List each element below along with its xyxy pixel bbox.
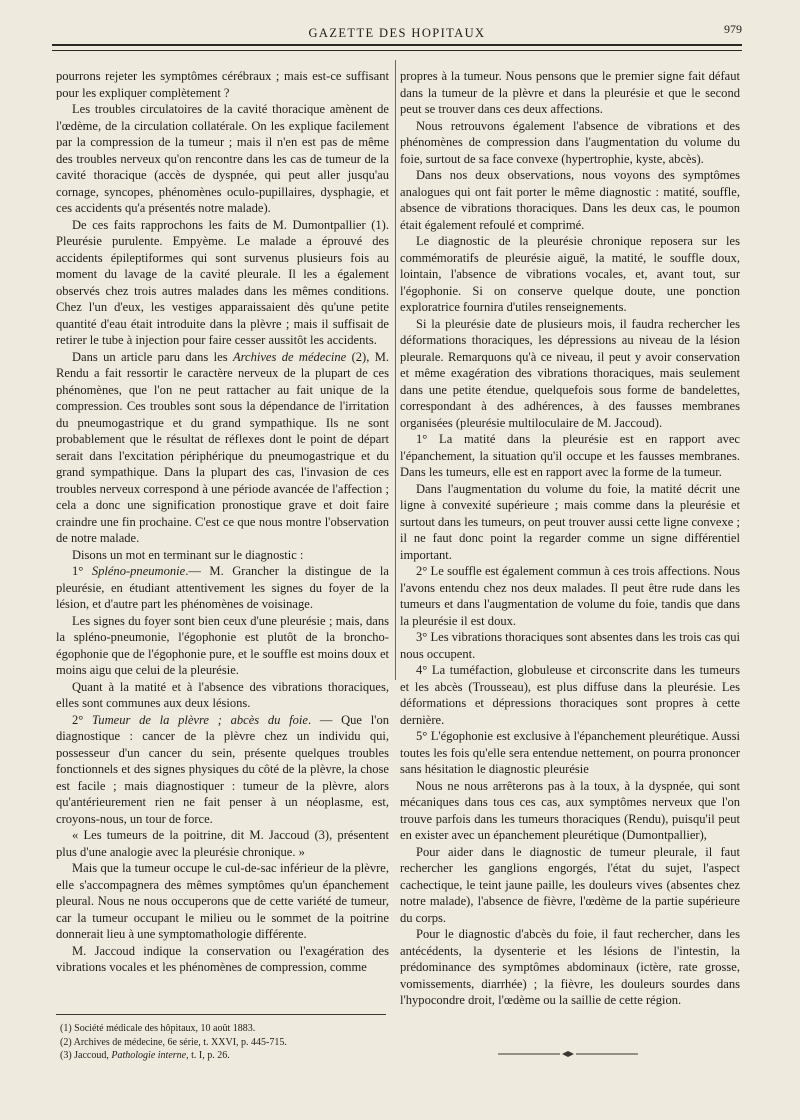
paragraph: « Les tumeurs de la poitrine, dit M. Jaccoud (3), présentent plus d'une analogie avec la pleurésie chronique. » (56, 828, 389, 859)
page-number: 979 (724, 22, 742, 36)
paragraph: propres à la tumeur. Nous pensons que le premier signe fait défaut dans la tumeur de la plèvre et dans la pleurésie et que le second peut se trouver dans ces deux affections. (400, 69, 740, 116)
paragraph: Nous retrouvons également l'absence de vibrations et des phénomènes de compression dans l'augmentation du volume du foie, surtout de sa face convexe (hypertrophie, kyste, abcès). (400, 118, 740, 166)
footnote: (3) Jaccoud, Pathologie interne, t. I, p. 26. (60, 1050, 230, 1061)
footnote: (1) Société médicale des hôpitaux, 10 août 1883. (60, 1023, 256, 1034)
paragraph: Nous ne nous arrêterons pas à la toux, à la dyspnée, qui sont mécaniques dans tous ces cas, aux symptômes nerveux que l'on trouve parfois dans les tumeurs thoraciques (Rendu), puisqu'il peut en exister avec un épanchement pleurétique (Dumontpallier), (400, 778, 740, 842)
journal-title: GAZETTE DES HOPITAUX (308, 26, 486, 40)
paragraph: 3° Les vibrations thoraciques sont absentes dans les trois cas qui nous occupent. (400, 630, 740, 661)
paragraph: Les signes du foyer sont bien ceux d'une pleurésie ; mais, dans la spléno-pneumonie, l'égophonie est plutôt de la broncho-égophonie que de l'égophonie pure, et le souffle est moins doux et moins aigu que celui de la pleurésie. (56, 613, 389, 677)
paragraph: Pour aider dans le diagnostic de tumeur pleurale, il faut rechercher les ganglions engorgés, l'état du sujet, l'aspect cachectique, le teint jaune paille, les douleurs vives (absentes chez notre malade), l'absence de fièvre, l'œdème de la partie supérieure du corps. (400, 844, 740, 925)
paragraph: 1° La matité dans la pleurésie est en rapport avec l'épanchement, la situation qu'il occupe et les fausses membranes. Dans les tumeurs, elle est en rapport avec la forme de la tumeur. (400, 432, 740, 479)
left-column (56, 68, 389, 1068)
paragraph: Les troubles circulatoires de la cavité thoracique amènent de l'œdème, de la circulation collatérale. On les explique facilement par la compression de la tumeur ; mais il n'en est pas de même des troubles nerveux qu'on rencontre dans les cas de tumeur de la cavité thoracique (accès de dyspnée, qui peut aller jusqu'au cornage, syncopes, phénomènes oculo-pupillaires, dysphagie, et ces accidents qu'a présentés notre malade). (56, 102, 389, 215)
paragraph: Mais que la tumeur occupe le cul-de-sac inférieur de la plèvre, elle s'accompagnera des mêmes symptômes qu'un épanchement pleural. Nous ne nous occuperons que de cette variété de tumeur, car la tumeur occupant le milieu ou le sommet de la poitrine donnerait lieu à une symptomathologie différente. (56, 861, 389, 941)
column-divider (395, 60, 396, 680)
paragraph: Pour le diagnostic d'abcès du foie, il faut rechercher, dans les antécédents, la dysenterie et les lésions de l'intestin, la prédominance des symptômes abdominaux (ictère, rate grosse, vomissements, diarrhée) ; la fièvre, les douleurs sourdes dans l'hypocondre droit, l'œdème ou la saillie de cette région. (400, 927, 740, 1007)
paragraph: pourrons rejeter les symptômes cérébraux ; mais est-ce suffisant pour les expliquer complètement ? (56, 69, 389, 100)
paragraph: 4° La tuméfaction, globuleuse et circonscrite dans les tumeurs et les abcès (Trousseau), est plus diffuse dans la pleurésie. Les déformations et dépressions thoraciques sont propres à cette dernière. (400, 663, 740, 727)
footnote: (2) Archives de médecine, 6e série, t. XXVI, p. 445-715. (60, 1036, 287, 1048)
paragraph: Quant à la matité et à l'absence des vibrations thoraciques, elles sont communes aux deux lésions. (56, 679, 389, 710)
paragraph: Si la pleurésie date de plusieurs mois, il faudra rechercher les déformations thoraciques, les dépressions au niveau de la lésion pleurale. Remarquons qu'à ce niveau, il peut y avoir conservation et même exagération des vibrations thoraciques, mais seulement dans une petite étendue, quelquefois sous forme de bandelettes, correspondant à des adhérences, à des fausses membranes organisées (pleurésie multiloculaire de M. Jaccoud). (400, 316, 740, 430)
footnotes (60, 1022, 390, 1063)
paragraph: Dans un article paru dans les Archives de médecine (2), M. Rendu a fait ressortir le caractère nerveux de la plupart de ces phénomènes, que l'on ne peut rattacher au fait unique de la compression. Ces troubles sont sous la dépendance de l'irritation du pneumogastrique et du grand sympathique. Ils ne sont probablement que le résultat de réflexes dont le point de départ serait dans l'excitation périphérique du pneumogastrique et du grand sympathique. Dans la plupart des cas, l'invasion de ces troubles nerveux correspond à une période avancée de l'affection ; cela a donc une signification pronostique grave et doit faire craindre une fin prochaine. C'est ce que nous montre l'observation de notre malade. (56, 349, 389, 545)
paragraph: Dans nos deux observations, nous voyons des symptômes analogues qui ont fait porter le même diagnostic : matité, souffle, absence de vibrations thoraciques. Dans les deux cas, le poumon était également refoulé et comprimé. (400, 168, 740, 232)
end-ornament-icon (498, 1050, 638, 1058)
header-rule-thick (52, 44, 742, 46)
paragraph: 2° Le souffle est également commun à ces trois affections. Nous l'avons entendu chez nos deux malades. Il peut être rude dans les tumeurs et dans l'augmentation de volume du foie, tandis que dans la pleurésie il est doux. (400, 564, 740, 628)
header-rule-thin (52, 50, 742, 51)
paragraph: 5° L'égophonie est exclusive à l'épanchement pleurétique. Aussi toutes les fois qu'elle sera entendue nettement, on pourra prononcer sans hésitation le diagnostic pleurésie (400, 729, 740, 776)
paragraph: Disons un mot en terminant sur le diagnostic : (72, 547, 304, 562)
right-column (400, 68, 740, 1068)
paragraph: M. Jaccoud indique la conservation ou l'exagération des vibrations vocales et les phénomènes de compression, comme (56, 943, 389, 974)
page-header (52, 22, 742, 46)
paragraph: Dans l'augmentation du volume du foie, la matité décrit une ligne à convexité supérieure ; mais comme dans la pleurésie et surtout dans les tumeurs, on peut trouver aussi cette ligne convexe ; il ne faut donc point la regarder comme un signe différentiel important. (400, 481, 740, 562)
footnote-rule (56, 1014, 386, 1015)
paragraph: 1° Spléno-pneumonie.— M. Grancher la distingue de la pleurésie, en étudiant attentivement les signes du foyer de la lésion, et d'autre part les phénomènes de voisinage. (56, 564, 389, 611)
paragraph: 2° Tumeur de la plèvre ; abcès du foie. — Que l'on diagnostique : cancer de la plèvre chez un individu qui, possesseur d'un cancer du sein, présente quelques troubles fonctionnels et des signes physiques du côté de la plèvre, la chose est facile ; mais diagnostiquer : tumeur de la plèvre, alors qu'antérieurement rien ne fait penser à un néoplasme, est, croyons-nous, un tour de force. (56, 712, 389, 826)
paragraph: Le diagnostic de la pleurésie chronique reposera sur les commémoratifs de pleurésie aiguë, la matité, le souffle doux, lointain, l'absence de vibrations vocales, et, avant tout, sur l'égophonie. Si on conserve quelque doute, une ponction exploratrice fournira d'utiles renseignements. (400, 234, 740, 314)
paragraph: De ces faits rapprochons les faits de M. Dumontpallier (1). Pleurésie purulente. Empyème. Le malade a éprouvé des accidents épileptiformes qui sont survenus plusieurs fois au moment du lavage de la cavité pleurale. Il les a également observés chez trois autres malades dans les mêmes conditions. Chez l'un d'eux, les vestiges apparaissaient dès qu'une petite quantité d'eau était introduite dans la plèvre ; mais il suffisait de retirer le tube à injection pour faire cesser aussitôt les accidents. (56, 217, 389, 347)
